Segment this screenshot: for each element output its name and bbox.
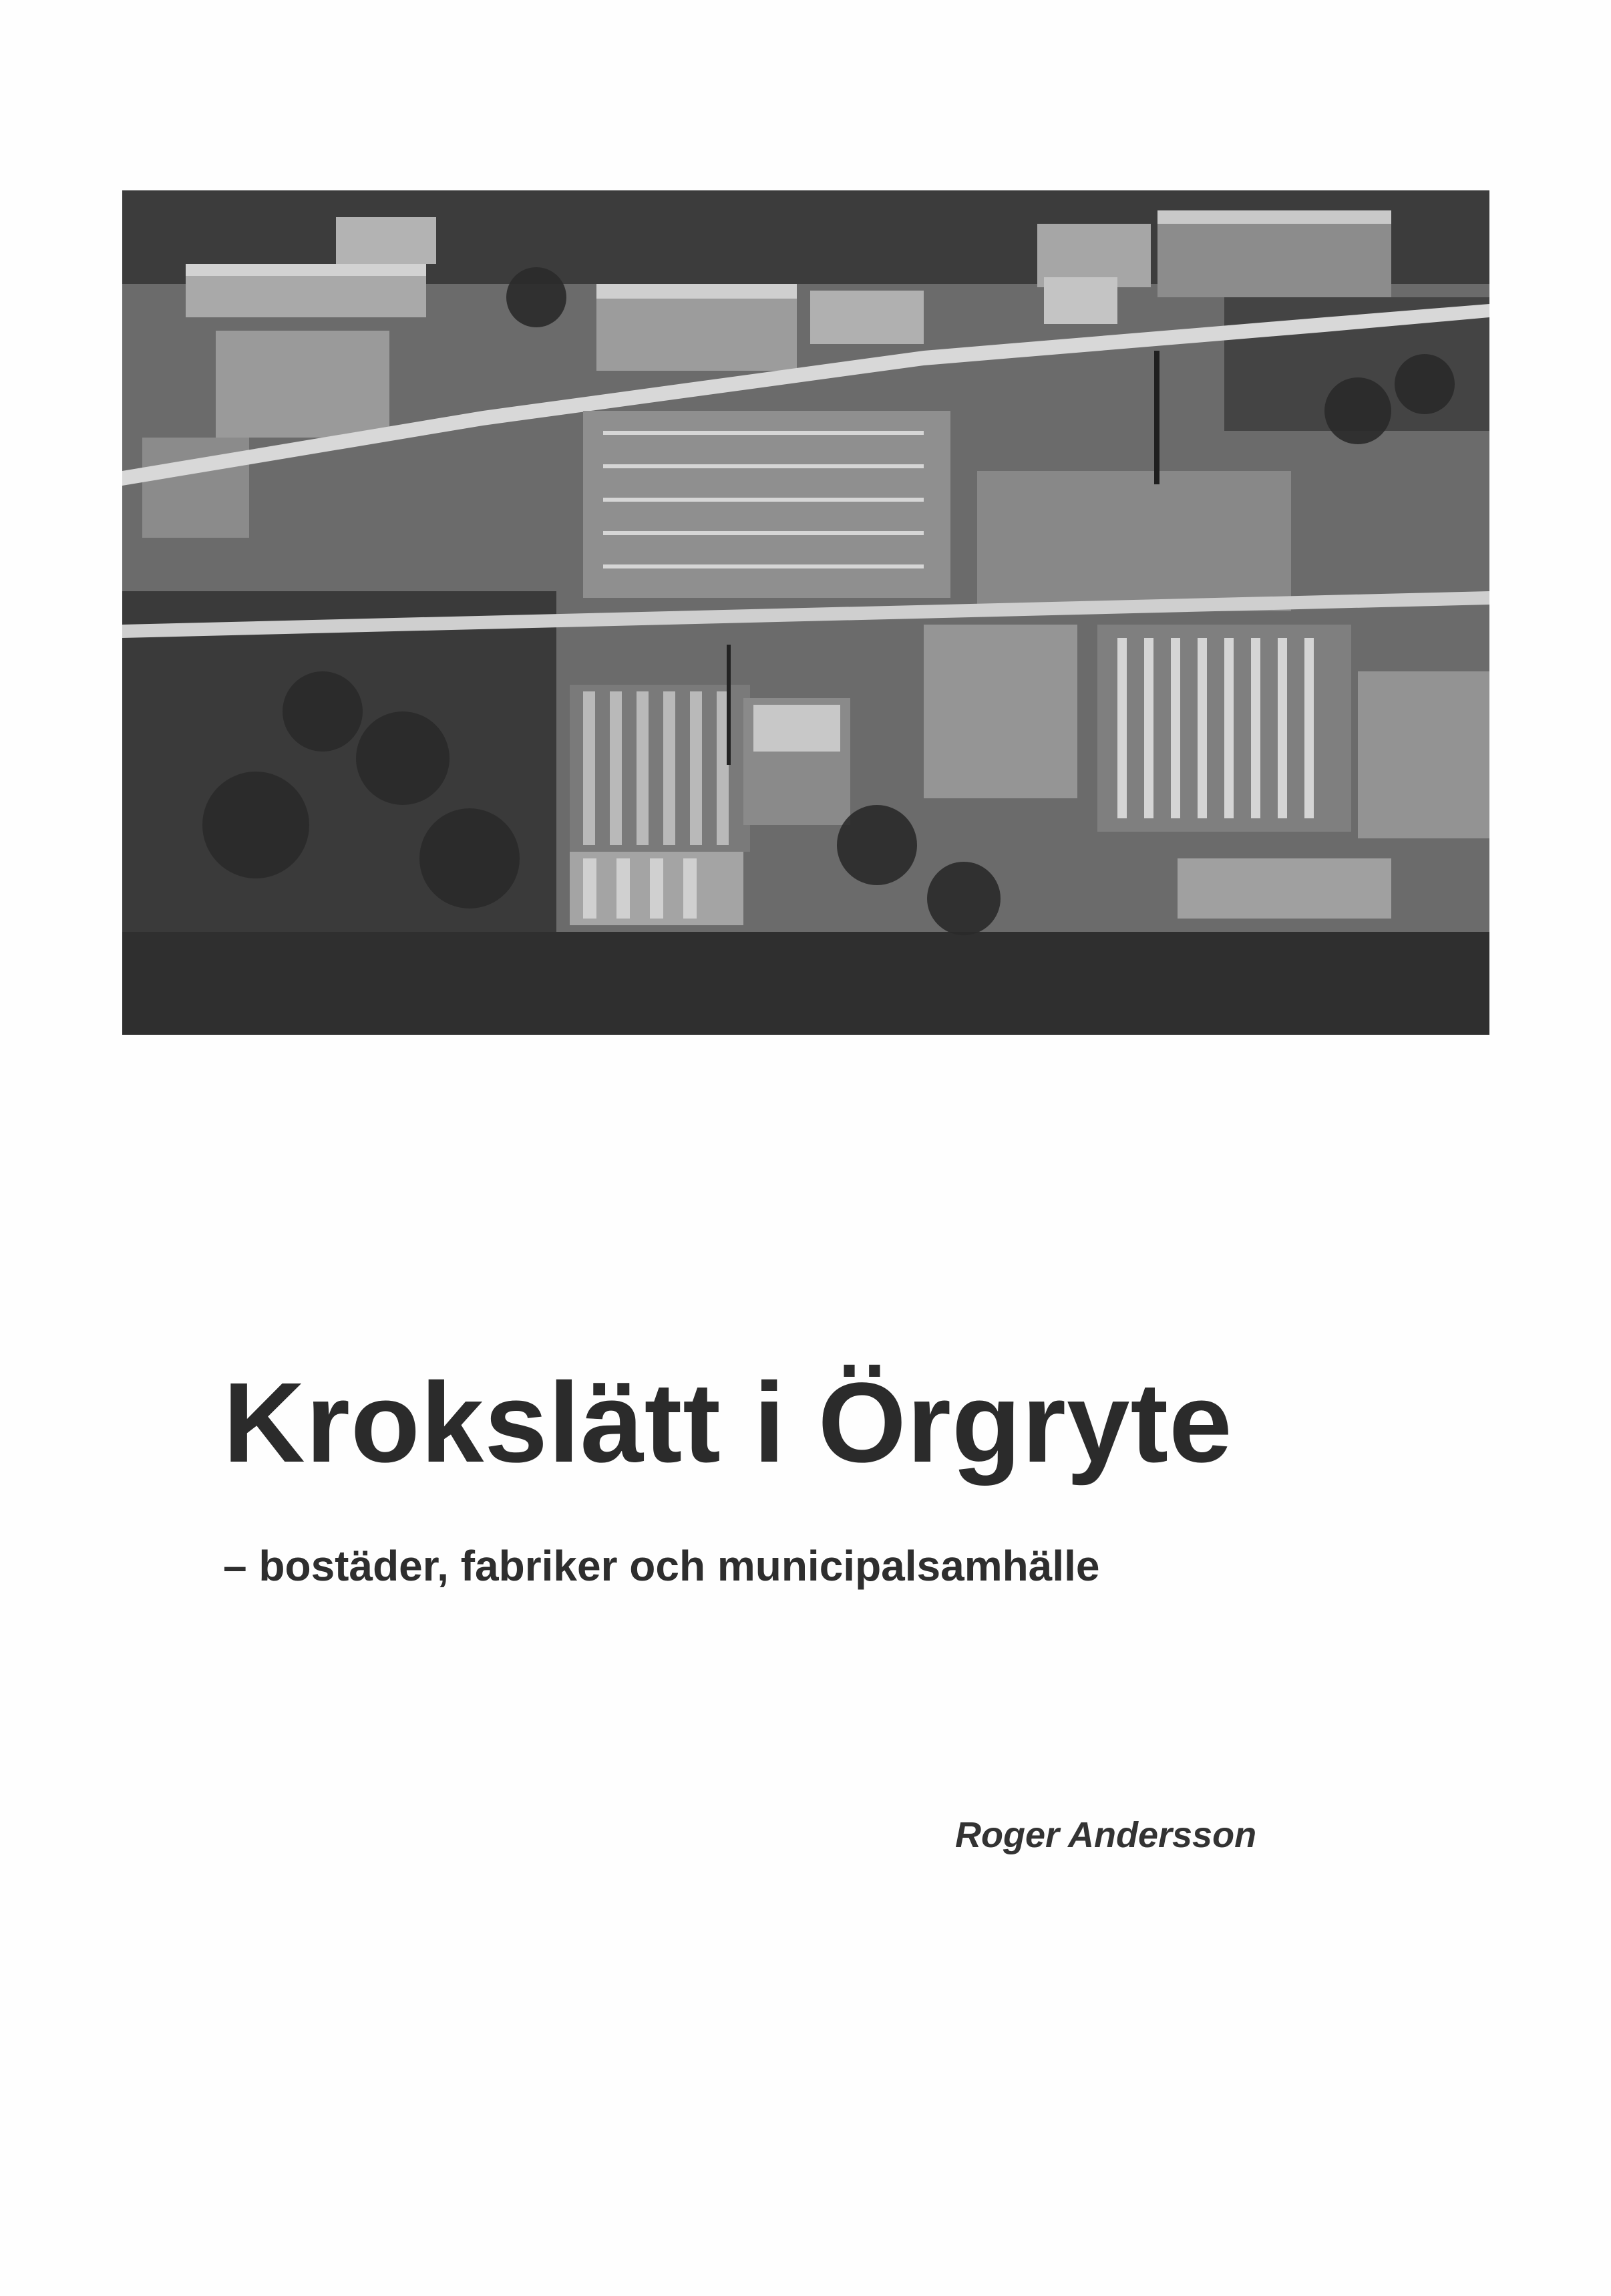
book-title: Krokslätt i Örgryte xyxy=(223,1359,1233,1486)
author-name: Roger Andersson xyxy=(955,1815,1257,1855)
book-subtitle: – bostäder, fabriker och municipalsamhälle xyxy=(223,1542,1100,1590)
aerial-photograph xyxy=(122,190,1489,1035)
